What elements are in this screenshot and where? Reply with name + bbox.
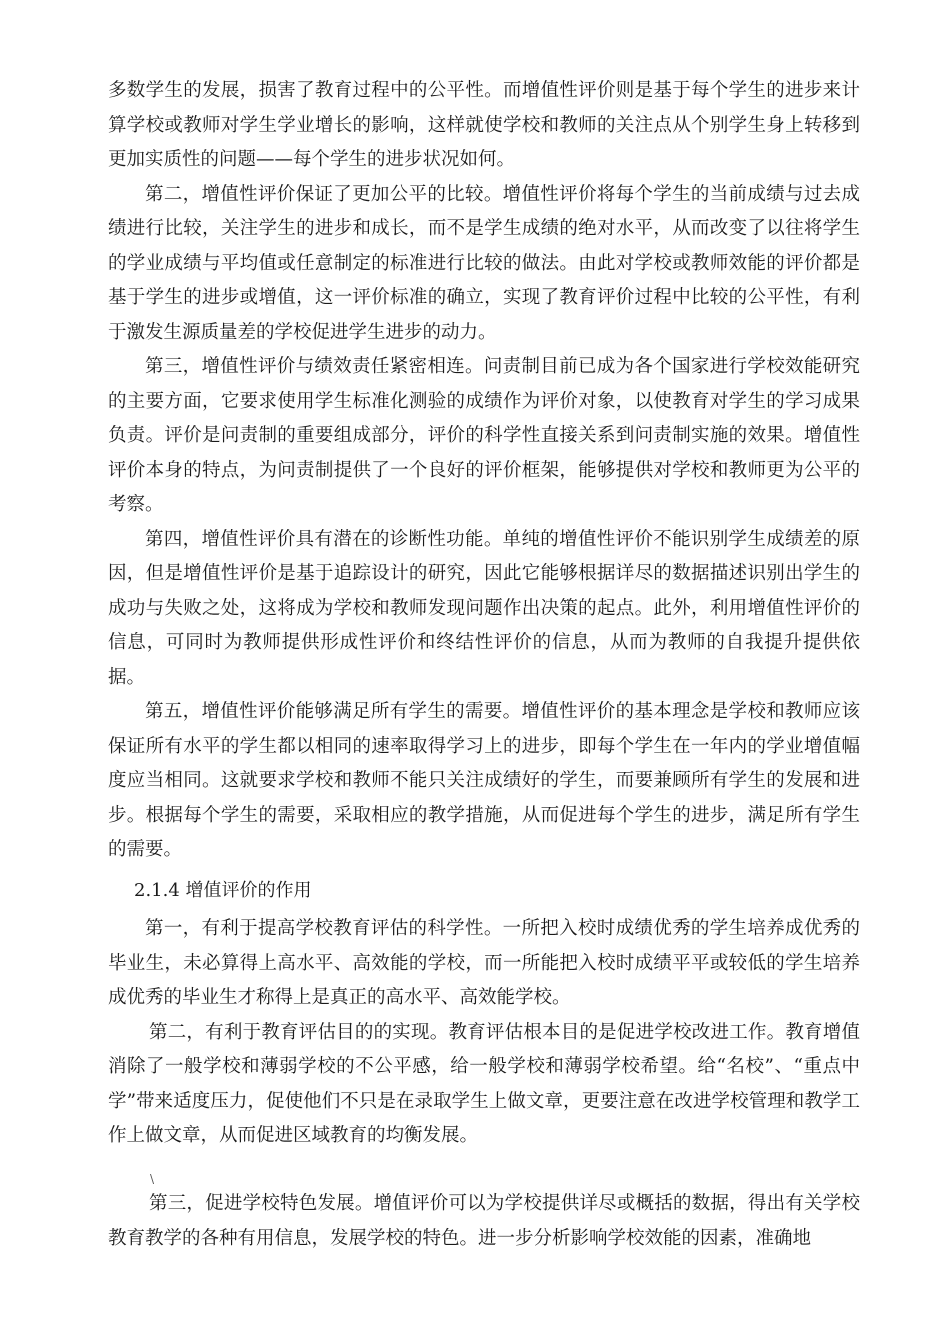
section-heading: 2.1.4 增值评价的作用 — [134, 879, 312, 901]
document-body-bottom — [108, 1187, 860, 1256]
section-paragraph-one: 第一，有利于提高学校教育评估的科学性。一所把入校时成绩优秀的学生培养成优秀的毕业生，未必算得上高水平、高效能的学校，而一所能把入校时成绩平平或较低的学生培养成优秀的毕业生才称得上是真正的高水平、高效能学校。 — [108, 918, 860, 1008]
paragraph-point-four: 第四，增值性评价具有潜在的诊断性功能。单纯的增值性评价不能识别学生成绩差的原因，但是增值性评价是基于追踪设计的研究，因此它能够根据详尽的数据描述识别出学生的成功与失败之处，这将成为学校和教师发现问题作出决策的起点。此外，利用增值性评价的信息，可同时为教师提供形成性评价和终结性评价的信息，从而为教师的自我提升提供依据。 — [108, 528, 860, 688]
section-paragraph-three: 第三，促进学校特色发展。增值评价可以为学校提供详尽或概括的数据，得出有关学校教育教学的各种有用信息，发展学校的特色。进一步分析影响学校效能的因素，准确地 — [108, 1193, 860, 1249]
paragraph-continuation: 多数学生的发展，损害了教育过程中的公平性。而增值性评价则是基于每个学生的进步来计算学校或教师对学生学业增长的影响，这样就使学校和教师的关注点从个别学生身上转移到更加实质性的问题——每个学生的进步状况如何。 — [108, 80, 860, 170]
paragraph-point-five: 第五，增值性评价能够满足所有学生的需要。增值性评价的基本理念是学校和教师应该保证所有水平的学生都以相同的速率取得学习上的进步，即每个学生在一年内的学业增值幅度应当相同。这就要求学校和教师不能只关注成绩好的学生，而要兼顾所有学生的发展和进步。根据每个学生的需要，采取相应的教学措施，从而促进每个学生的进步，满足所有学生的需要。 — [108, 701, 860, 860]
paragraph-point-two: 第二，增值性评价保证了更加公平的比较。增值性评价将每个学生的当前成绩与过去成绩进行比较，关注学生的进步和成长，而不是学生成绩的绝对水平，从而改变了以往将学生的学业成绩与平均值或任意制定的标准进行比较的做法。由此对学校或教师效能的评价都是基于学生的进步或增值，这一评价标准的确立，实现了教育评价过程中比较的公平性，有利于激发生源质量差的学校促进学生进步的动力。 — [108, 183, 860, 343]
section-paragraph-two: 第二，有利于教育评估目的的实现。教育评估根本目的是促进学校改进工作。教育增值消除了一般学校和薄弱学校的不公平感，给一般学校和薄弱学校希望。给“名校”、“重点中学”带来适度压力，促使他们不只是在录取学生上做文章，更要注意在改进学校管理和教学工作上做文章，从而促进区域教育的均衡发展。 — [108, 1021, 860, 1146]
stray-mark: \ — [150, 1172, 155, 1186]
document-body — [108, 74, 860, 1154]
paragraph-point-three: 第三，增值性评价与绩效责任紧密相连。问责制目前已成为各个国家进行学校效能研究的主要方面，它要求使用学生标准化测验的成绩作为评价对象，以使教育对学生的学习成果负责。评价是问责制的重要组成部分，评价的科学性直接关系到问责制实施的效果。增值性评价本身的特点，为问责制提供了一个良好的评价框架，能够提供对学校和教师更为公平的考察。 — [108, 356, 860, 515]
